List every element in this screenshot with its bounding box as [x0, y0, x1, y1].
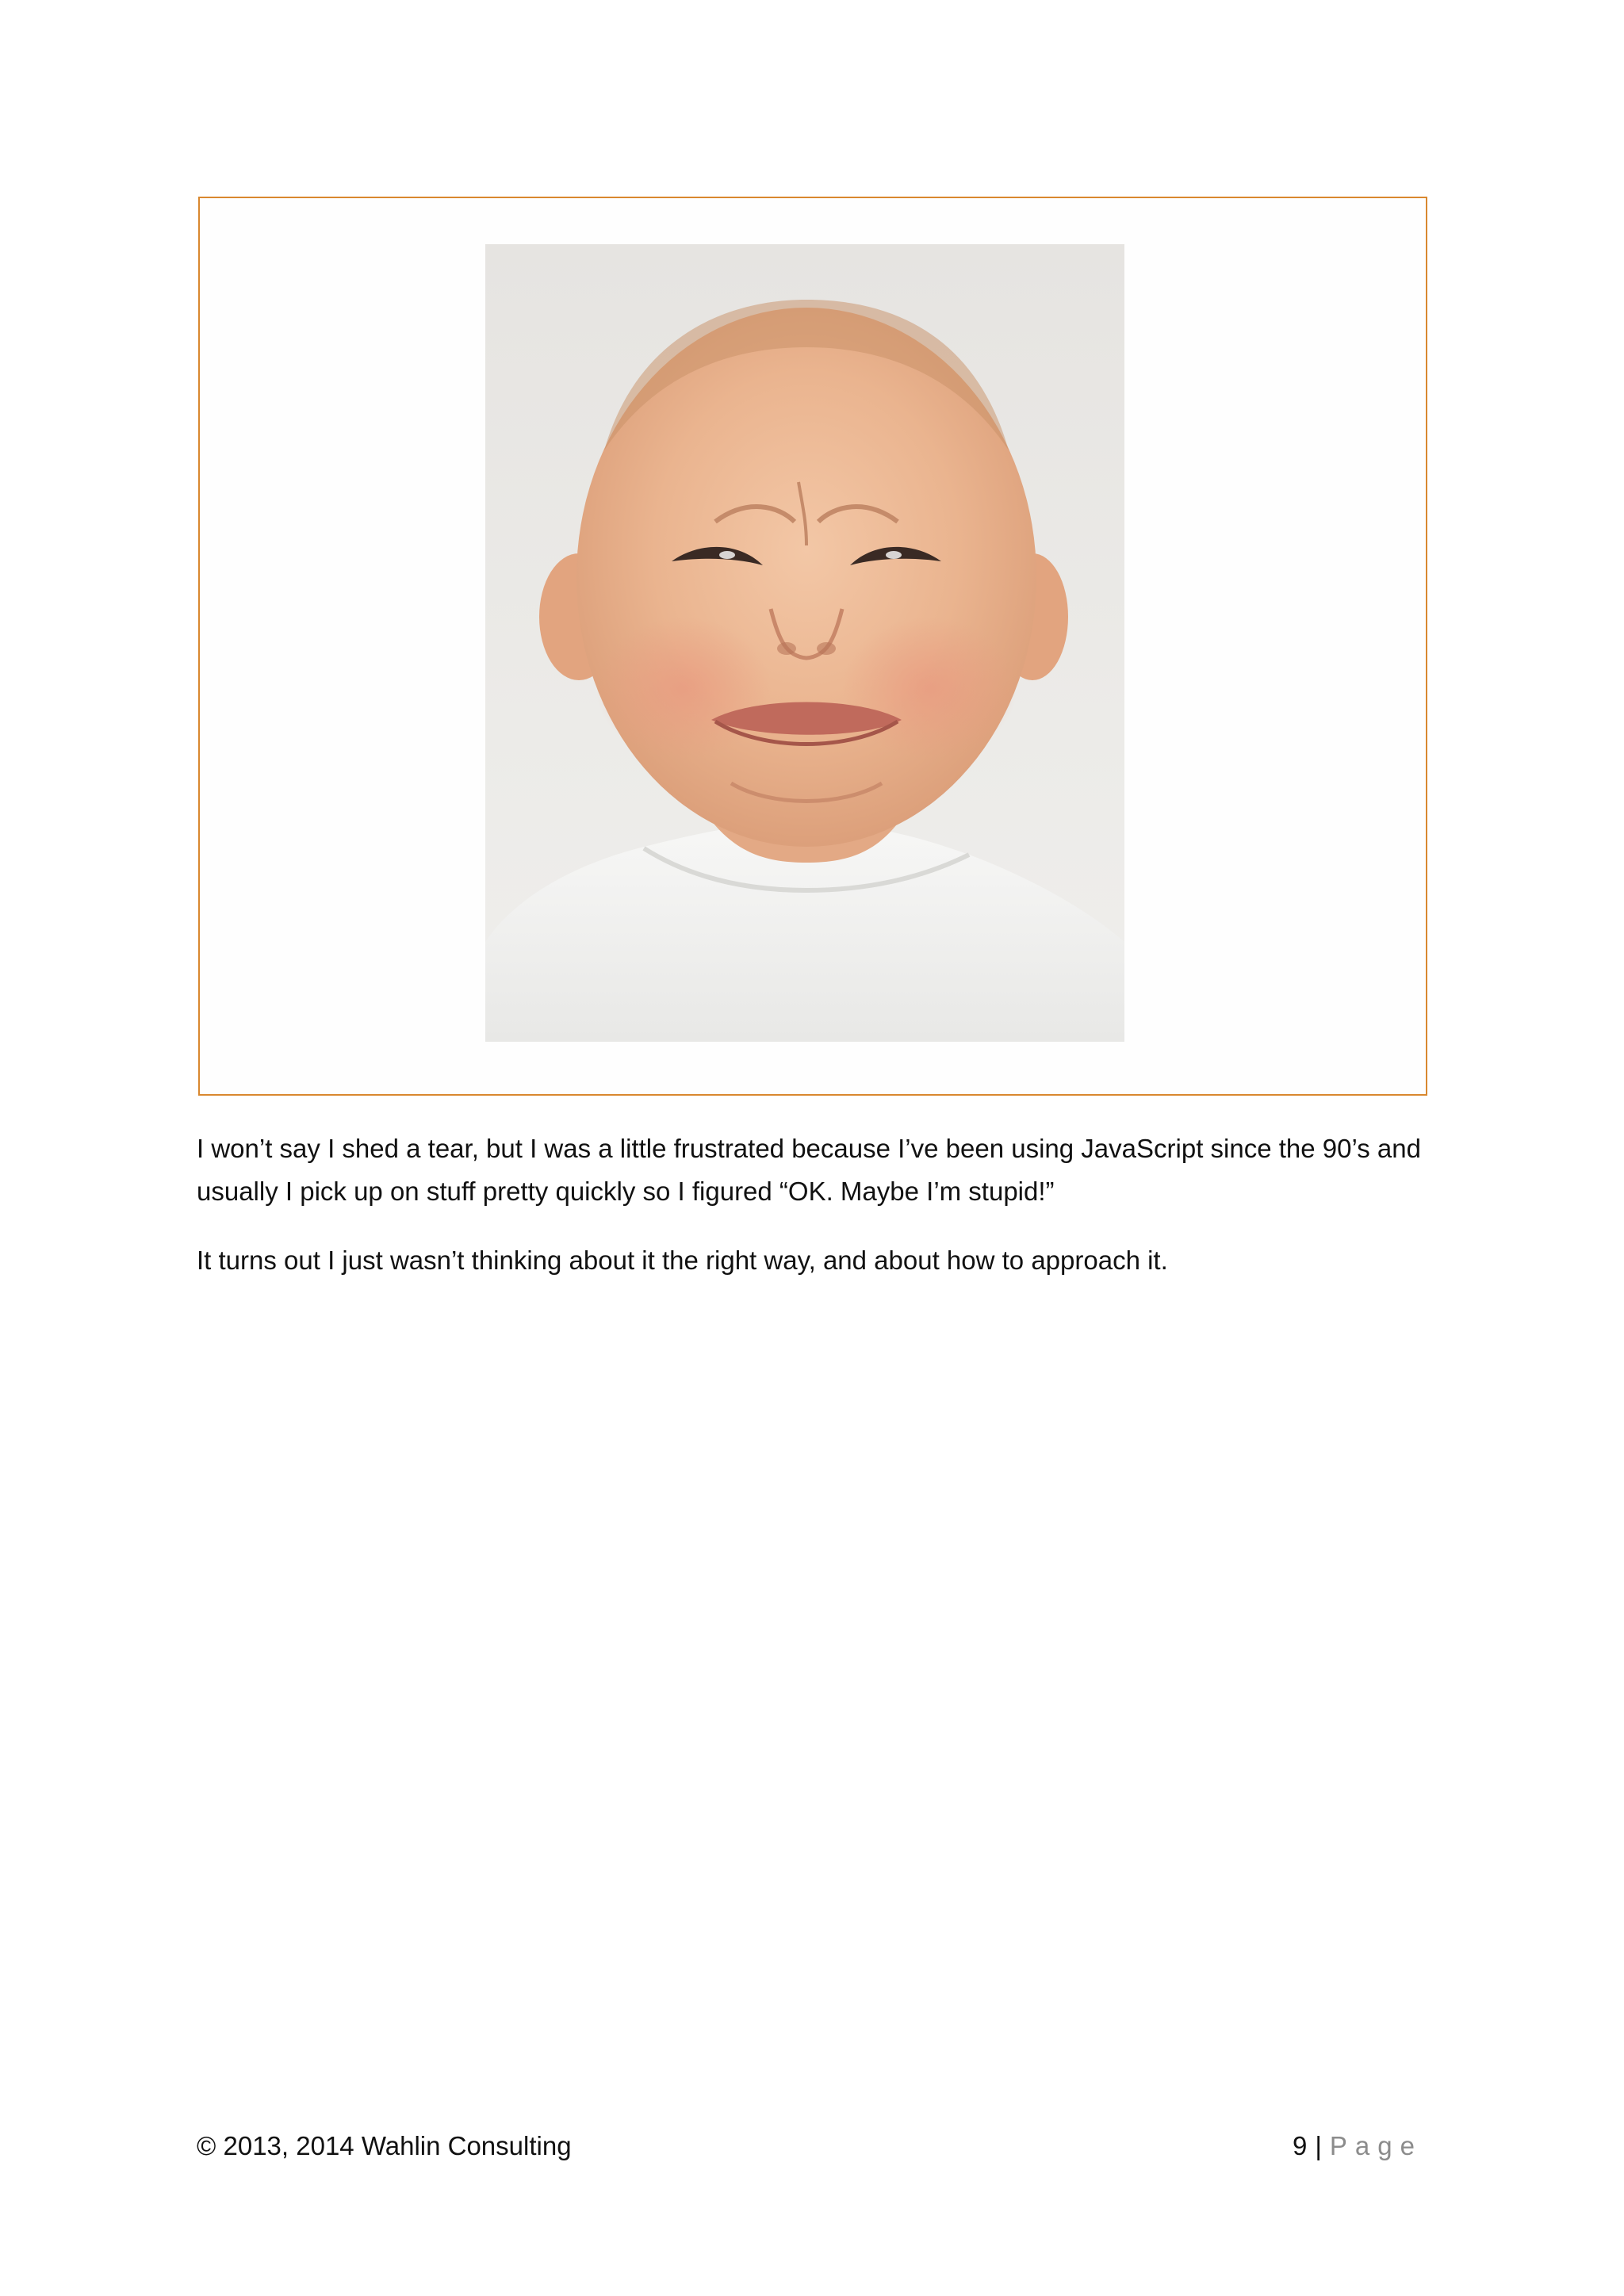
figure-frame — [198, 197, 1427, 1096]
page-word: Page — [1329, 2131, 1423, 2160]
footer-copyright: © 2013, 2014 Wahlin Consulting — [197, 2131, 572, 2160]
paragraph-frustration: I won’t say I shed a tear, but I was a little frustrated because I’ve been using JavaScript since the 90’s and usually I pick up on stuff pretty quickly so I figured “OK. Maybe I’m stupid!” — [197, 1134, 1421, 1206]
paragraph-conclusion: It turns out I just wasn’t thinking about it the right way, and about how to approach it. — [197, 1246, 1168, 1275]
footer-page-indicator — [1293, 2127, 1423, 2165]
page-number: 9 — [1292, 2131, 1308, 2160]
footer-separator: | — [1315, 2131, 1322, 2160]
crying-baby-photo — [485, 244, 1124, 1042]
